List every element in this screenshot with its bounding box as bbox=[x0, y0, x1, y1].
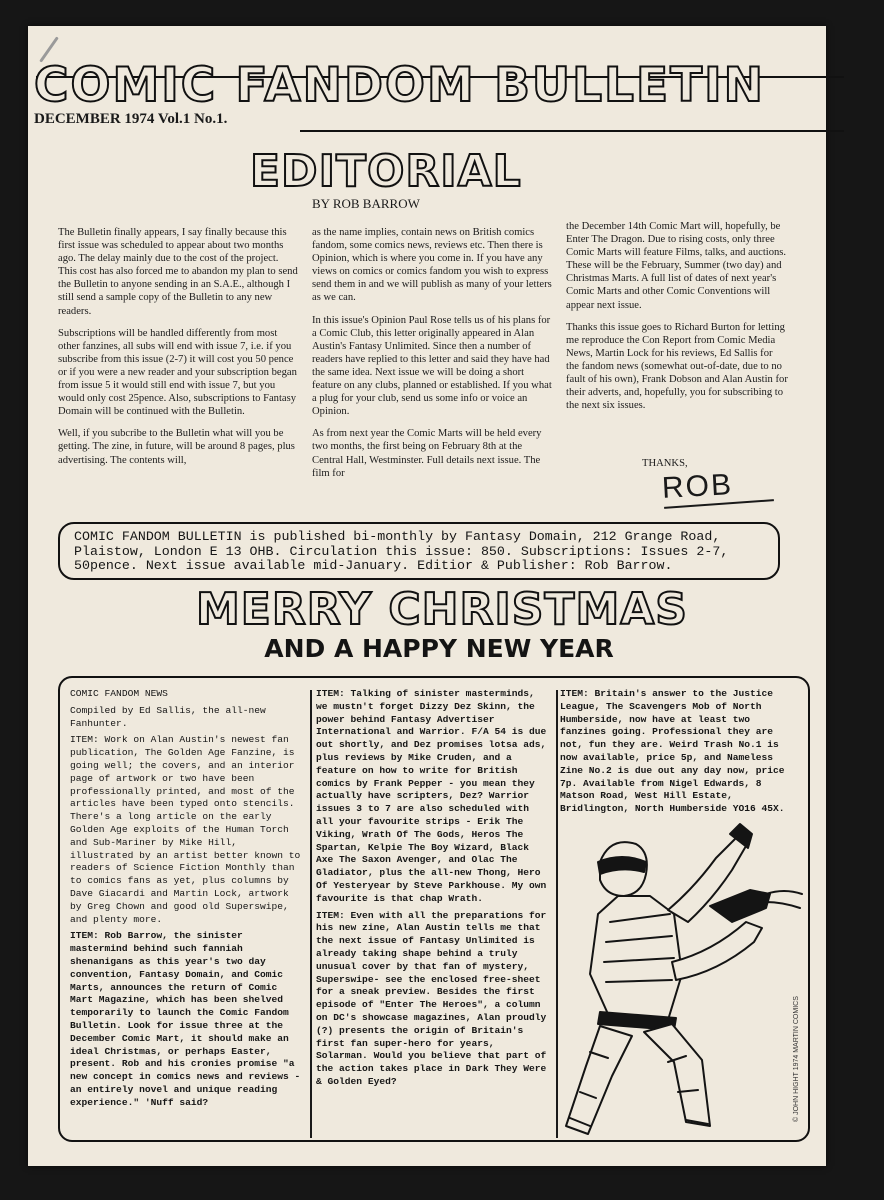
ray-gun bbox=[710, 890, 770, 922]
news-heading: COMIC FANDOM NEWS bbox=[70, 688, 168, 699]
publication-info-text: COMIC FANDOM BULLETIN is published bi-monthly by Fantasy Domain, 212 Grange Road, Plaistow, London E 13 OHB. Circulation this issue: 850. Subscriptions: Issues 2-7, 50pence. Next issue available mid-January. Editior & Publisher: Rob Barrow. bbox=[74, 529, 729, 573]
news-column-1 bbox=[70, 688, 306, 1114]
ray-gun-blast bbox=[766, 891, 802, 908]
happy-new-year-heading: AND A HAPPY NEW YEAR bbox=[264, 634, 614, 663]
news-item: ITEM: Britain's answer to the Justice League, The Scavengers Mob of North Humberside, now have at least two fanzines going. Professional they are not, fun they are. Weird Trash No.1 is now available, price 5p, and Nameless Zine No.2 is due out any day now, price 7p. Available from Nigel Edwards, 8 Matson Road, West Hill Estate, Bridlington, North Humberside YO16 45X. bbox=[560, 688, 785, 815]
editorial-column-2 bbox=[312, 226, 552, 489]
editorial-column-1 bbox=[58, 226, 298, 476]
hero-left-leg bbox=[566, 1026, 632, 1134]
editorial-column-3 bbox=[566, 220, 788, 421]
news-column-divider bbox=[310, 690, 312, 1138]
editorial-paragraph: The Bulletin finally appears, I say finally because this first issue was scheduled to appear about two months ago. The delay mainly due to the cost of the project. This cost has also forced me to abandon my plan to send the Bulletin to anyone sending in an S.A.E., although I still send a sample copy of the Bulletin to any new readers. bbox=[58, 227, 298, 317]
merry-christmas-heading: MERRY CHRISTMAS bbox=[196, 584, 688, 635]
editorial-paragraph: In this issue's Opinion Paul Rose tells us of his plans for a Comic Club, this letter originally appeared in Alan Austin's Fantasy Unlimited. Since then a number of readers have replied to this letter and said they have had the same idea. Next issue we will be doing a short feature on any clubs, planned or established. If you what a plug for your club, send us some info or voice an Opinion. bbox=[312, 314, 552, 418]
art-credit: © JOHN HIGHT 1974 MARTIN COMICS bbox=[793, 996, 800, 1122]
editorial-paragraph: Thanks this issue goes to Richard Burton for letting me reproduce the Con Report from Comic Media News, Martin Lock for his reviews, Ed Sallis for the fandom news (somewhat out-of-date, due to no fault of his own), Frank Dobson and Alan Austin for their adverts, and, hopefully, you for subscribing to the next six issues. bbox=[566, 321, 788, 412]
news-item: ITEM: Rob Barrow, the sinister mastermind behind such fanniah shenanigans as this year's two day convention, Fantasy Domain, and Comic Marts, announces the return of Comic Mart Magazine, which has been shelved temporarily to launch the Comic Fandom Bulletin. Look for issue three at the December Comic Mart, it should make an ideal Christmas, or perhaps Easter, present. Rob and his cronies promise "a new concept in comics news and reviews - an entirely novel and unique reading experience." 'Nuff said? bbox=[70, 930, 301, 1108]
editorial-paragraph: Well, if you subcribe to the Bulletin what will you be getting. The zine, in future, will be around 8 pages, plus advertising. The contents will, bbox=[58, 428, 295, 466]
news-item: ITEM: Work on Alan Austin's newest fan publication, The Golden Age Fanzine, is going well; the covers, and an interior page of artwork or two have been professionally printed, and most of the articles have been typed onto stencils. There's a long article on the early Golden Age exploits of the Human Torch and Sub-Mariner by Mike Hill, illustrated by an artist better known to readers of Science Fiction Monthly than to comics fans as yet, plus columns by Dave Giacardi and Martin Lock, artwork by Greg Chown and good old Superswipe, and plenty more. bbox=[70, 734, 301, 925]
news-column-divider bbox=[556, 690, 558, 1138]
editorial-byline: BY ROB BARROW bbox=[312, 196, 420, 211]
publication-info-box bbox=[58, 522, 780, 580]
thanks-line: THANKS, bbox=[642, 458, 688, 469]
editorial-paragraph: Subscriptions will be handled differently from most other fanzines, all subs will end with issue 7, i.e. if you subscribe from this issue (2-7) it will cost you 50 pence or if you were a new reader and your subscription began from issue 5 it would still end with issue 7, but you would only cost 25pence. Also, subscriptions to Fantasy Domain will be continued with the Bulletin. bbox=[58, 327, 297, 418]
editorial-paragraph: As from next year the Comic Marts will be held every two months, the first being on February 8th at the Central Hall, Westminster. Full details next issue. The film for bbox=[312, 428, 542, 479]
editorial-title: EDITORIAL bbox=[250, 146, 522, 197]
masthead-rule-bottom bbox=[300, 130, 844, 132]
news-column-2 bbox=[316, 688, 552, 1093]
masthead-title: COMIC FANDOM BULLETIN bbox=[34, 58, 765, 113]
hero-gun-arm bbox=[672, 922, 762, 980]
news-column-3 bbox=[560, 688, 796, 820]
news-item: ITEM: Even with all the preparations for his new zine, Alan Austin tells me that the next issue of Fantasy Unlimited is already taking shape behind a truly unusual cover by that fan of mystery, Superswipe- see the enclosed free-sheet for a sneak preview. Besides the first episode of "Enter The Heroes", a column on DC's showcase magazines, Alan proudly (?) presents the origin of Britain's first fan super-hero for years, Solarman. Would you believe that part of the action takes place in Dark They Were & Golden Eyed? bbox=[316, 909, 547, 1087]
issue-dateline: DECEMBER 1974 Vol.1 No.1. bbox=[34, 111, 228, 127]
news-item: Compiled by Ed Sallis, the all-new Fanhunter. bbox=[70, 704, 266, 729]
news-item: ITEM: Talking of sinister masterminds, we mustn't forget Dizzy Dez Skinn, the power behind Fantasy Advertiser International and Warrior. F/A 54 is due out shortly, and Dez promises lotsa ads, plus reviews by Mike Cruden, and a feature on how to write for British comics by Frank Pepper - you mean they actually have scripters, Dez? Warrior issues 3 to 7 are also scheduled with all your favourite strips - Erik The Viking, Wrath Of The Gods, Heros The Spartan, Kelpie The Boy Wizard, Black Axe The Saxon Avenger, and Olac The Gladiator, plus the all-new Thong, Hero Of Yesteryear by Steve Parkhouse. My own favourite is that chap Wrath. bbox=[316, 688, 547, 904]
hero-right-leg bbox=[644, 1024, 710, 1126]
signature: ROB bbox=[661, 468, 734, 505]
editorial-paragraph: as the name implies, contain news on British comics fandom, some comics news, reviews etc. Then there is Opinion, which is where you come in. If you have any views on comics or comics fandom you wish to express send them in and we will publish as many of your letters as we can. bbox=[312, 227, 552, 304]
superhero-illustration bbox=[560, 822, 810, 1140]
editorial-paragraph: the December 14th Comic Mart will, hopefully, be Enter The Dragon. Due to rising costs, only three Comic Marts will feature Films, talks, and auctions. These will be the February, Summer (two day) and Christmas Marts. A full list of dates of next year's Comic Marts and other Comic Conventions will appear next issue. bbox=[566, 221, 787, 311]
